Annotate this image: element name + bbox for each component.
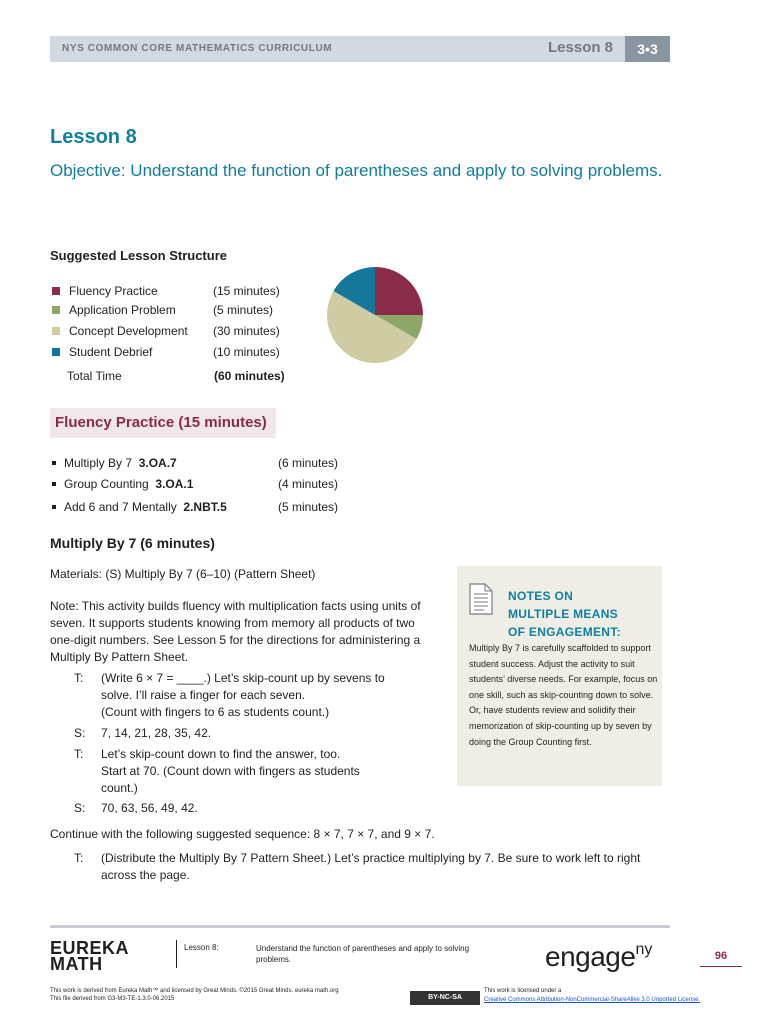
structure-item-label: Concept Development — [69, 324, 188, 338]
structure-item-minutes: (10 minutes) — [213, 345, 280, 359]
bullet-icon — [52, 505, 56, 509]
structure-item-concept — [52, 322, 280, 340]
structure-item-minutes: (30 minutes) — [213, 324, 280, 338]
credit-line: This file derived from G3-M3-TE-1.3.0-06.2015 — [50, 996, 175, 1002]
legend-swatch — [52, 306, 60, 314]
credit-line: This work is derived from Eureka Math™ and licensed by Great Minds. ©2015 Great Minds. eureka math.org — [50, 988, 339, 994]
structure-item-application — [52, 301, 274, 319]
fluency-item-text: Add 6 and 7 Mentally — [64, 500, 177, 514]
structure-total — [67, 367, 285, 385]
total-label: Total Time — [67, 369, 122, 383]
page-number-rule — [700, 966, 742, 967]
fluency-item — [52, 498, 339, 516]
speaker: T: — [74, 747, 84, 761]
fluency-item-standard: 3.OA.1 — [155, 477, 194, 491]
activity-materials: Materials: (S) Multiply By 7 (6–10) (Pattern Sheet) — [50, 567, 316, 581]
footer-credits — [50, 987, 339, 1003]
footer-divider — [176, 940, 177, 968]
fluency-item-text: Multiply By 7 — [64, 456, 133, 470]
logo-line: EUREKA — [50, 938, 130, 958]
dialogue-text-aside: Start at 70. (Count down with fingers as students count.) — [101, 764, 360, 795]
continue-sequence: Continue with the following suggested sequence: 8 × 7, 7 × 7, and 9 × 7. — [50, 827, 435, 841]
license-note — [484, 987, 700, 1005]
speaker: T: — [74, 671, 84, 685]
dialogue-text: (Distribute the Multiply By 7 Pattern Sheet.) Let’s practice multiplying by 7. Be sure to work left to right across the page. — [101, 851, 641, 882]
fluency-item-minutes: (5 minutes) — [278, 500, 339, 514]
speaker: S: — [74, 801, 86, 815]
structure-item-label: Application Problem — [69, 303, 176, 317]
fluency-item — [52, 454, 339, 472]
license-link[interactable]: Creative Commons Attribution-NonCommercial-ShareAlike 3.0 Unported License. — [484, 997, 701, 1003]
dialogue-text: 70, 63, 56, 49, 42. — [101, 801, 198, 815]
dialogue-line — [74, 800, 414, 817]
dialogue-text: Let’s skip-count down to find the answer, too. — [101, 747, 341, 761]
structure-item-label: Student Debrief — [69, 345, 153, 359]
notes-heading-line: MULTIPLE MEANS — [508, 607, 618, 621]
legend-swatch — [52, 327, 60, 335]
license-text: This work is licensed under a — [484, 988, 562, 994]
footer-objective: Understand the function of parentheses and apply to solving problems. — [256, 944, 470, 964]
engage-ny: ny — [635, 941, 653, 958]
logo-line: MATH — [50, 954, 103, 974]
dialogue-line — [74, 725, 414, 742]
total-minutes: (60 minutes) — [214, 369, 285, 383]
lesson-title: Lesson 8 — [50, 126, 137, 148]
fluency-item-standard: 2.NBT.5 — [183, 500, 227, 514]
fluency-item-minutes: (4 minutes) — [278, 477, 339, 491]
cc-license-badge: BY-NC-SA — [410, 991, 480, 1005]
fluency-item-standard: 3.OA.7 — [138, 456, 177, 470]
structure-item-label: Fluency Practice — [69, 284, 158, 298]
dialogue-text-aside: (Count with fingers to 6 as students count.) — [101, 705, 330, 719]
structure-item-minutes: (5 minutes) — [213, 303, 274, 317]
notes-body: Multiply By 7 is carefully scaffolded to support student success. Adjust the activity to suit students’ diverse needs. For example, focus on one skill, such as skip-counting down to solve. Or, have students review and solidify their memorization of skip-counting up by seven by doing the Group Counting first. — [469, 643, 658, 747]
fluency-item-minutes: (6 minutes) — [278, 456, 339, 470]
lesson-structure-pie-chart — [325, 265, 425, 365]
speaker: S: — [74, 726, 86, 740]
bullet-icon — [52, 482, 56, 486]
header-lesson-label: Lesson 8 — [548, 39, 614, 56]
notes-heading-line: NOTES ON — [508, 589, 574, 603]
dialogue-text: (Write 6 × 7 = ____.) Let’s skip-count up by sevens to solve. I’ll raise a finger for each seven. — [101, 671, 385, 702]
fluency-item — [52, 475, 339, 493]
legend-swatch — [52, 287, 60, 295]
legend-swatch — [52, 348, 60, 356]
speaker: T: — [74, 851, 84, 865]
fluency-heading: Fluency Practice (15 minutes) — [55, 414, 267, 431]
footer-rule — [50, 925, 670, 928]
engageny-logo — [545, 941, 652, 973]
structure-item-minutes: (15 minutes) — [213, 284, 280, 298]
dialogue-line — [74, 850, 694, 884]
structure-item-debrief — [52, 343, 280, 361]
bullet-icon — [52, 461, 56, 465]
lesson-objective: Objective: Understand the function of parentheses and apply to solving problems. — [50, 161, 663, 180]
structure-item-fluency — [52, 282, 280, 300]
fluency-item-text: Group Counting — [64, 477, 149, 491]
pie-slice-0 — [375, 267, 423, 315]
curriculum-title: NYS COMMON CORE MATHEMATICS CURRICULUM — [62, 43, 333, 54]
page-number: 96 — [714, 950, 728, 962]
dialogue-line — [74, 670, 414, 722]
dialogue-line — [74, 746, 414, 798]
notes-heading — [508, 587, 648, 641]
dialogue-text: 7, 14, 21, 28, 35, 42. — [101, 726, 212, 740]
notes-heading-line: OF ENGAGEMENT: — [508, 625, 621, 639]
eureka-math-logo — [50, 940, 129, 972]
document-icon — [468, 582, 494, 616]
footer-lesson: Lesson 8: — [184, 943, 219, 952]
module-badge: 3•3 — [625, 36, 670, 62]
structure-title: Suggested Lesson Structure — [50, 248, 227, 263]
engage-word: engage — [545, 941, 636, 972]
activity-title: Multiply By 7 (6 minutes) — [50, 535, 215, 551]
activity-note: Note: This activity builds fluency with multiplication facts using units of seven. It supports students knowing from memory all products of two one-digit numbers. See Lesson 5 for the directions for administering a Multiply By Pattern Sheet. — [50, 599, 421, 664]
